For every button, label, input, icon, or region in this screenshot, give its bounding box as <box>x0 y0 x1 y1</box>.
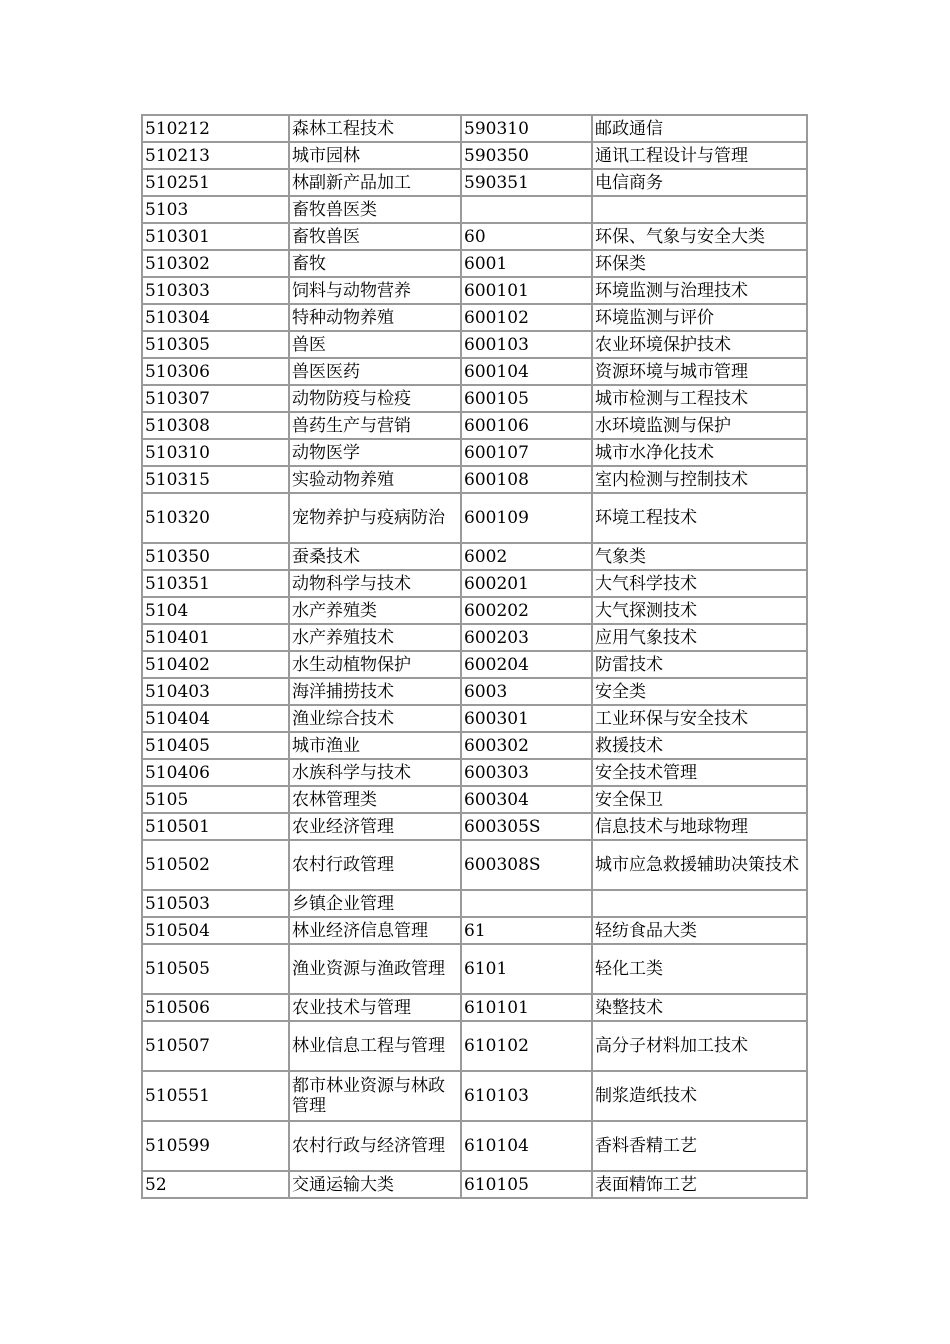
table-row <box>142 759 807 786</box>
cell-name-right: 水环境监测与保护 <box>592 412 807 439</box>
cell-code-right: 600203 <box>461 624 592 651</box>
cell-name-right <box>592 196 807 223</box>
table-row <box>142 786 807 813</box>
cell-name-right: 环境工程技术 <box>592 493 807 543</box>
cell-code-right: 600301 <box>461 705 592 732</box>
cell-name-right: 农业环境保护技术 <box>592 331 807 358</box>
table-row <box>142 304 807 331</box>
table-row <box>142 115 807 142</box>
table-row <box>142 412 807 439</box>
cell-name-right: 气象类 <box>592 543 807 570</box>
cell-code-right: 6002 <box>461 543 592 570</box>
cell-code-right: 610101 <box>461 994 592 1021</box>
table-row <box>142 994 807 1021</box>
cell-code-left: 510504 <box>142 917 289 944</box>
table-row <box>142 840 807 890</box>
cell-name-right: 通讯工程设计与管理 <box>592 142 807 169</box>
cell-code-right: 590310 <box>461 115 592 142</box>
cell-code-right <box>461 890 592 917</box>
cell-name-right: 大气探测技术 <box>592 597 807 624</box>
cell-name-left: 水族科学与技术 <box>289 759 461 786</box>
table-row <box>142 493 807 543</box>
cell-name-left: 渔业资源与渔政管理 <box>289 944 461 994</box>
cell-name-left: 海洋捕捞技术 <box>289 678 461 705</box>
cell-code-left: 510503 <box>142 890 289 917</box>
cell-code-right: 600107 <box>461 439 592 466</box>
cell-code-right: 6101 <box>461 944 592 994</box>
table-row <box>142 624 807 651</box>
cell-name-right: 城市检测与工程技术 <box>592 385 807 412</box>
cell-code-right: 590350 <box>461 142 592 169</box>
cell-code-left: 510351 <box>142 570 289 597</box>
cell-code-left: 510306 <box>142 358 289 385</box>
cell-code-right: 610104 <box>461 1121 592 1171</box>
cell-code-right: 600105 <box>461 385 592 412</box>
table-row <box>142 813 807 840</box>
table-row <box>142 385 807 412</box>
table-row <box>142 196 807 223</box>
cell-name-right: 安全技术管理 <box>592 759 807 786</box>
code-table-body <box>142 115 807 1198</box>
cell-name-right: 轻化工类 <box>592 944 807 994</box>
table-row <box>142 678 807 705</box>
table-row <box>142 705 807 732</box>
cell-code-left: 510505 <box>142 944 289 994</box>
cell-code-right: 600103 <box>461 331 592 358</box>
cell-code-left: 510308 <box>142 412 289 439</box>
table-row <box>142 570 807 597</box>
cell-name-right: 环境监测与治理技术 <box>592 277 807 304</box>
cell-code-left: 510502 <box>142 840 289 890</box>
cell-code-left: 510599 <box>142 1121 289 1171</box>
cell-code-left: 510350 <box>142 543 289 570</box>
cell-name-right: 安全类 <box>592 678 807 705</box>
cell-name-right: 救援技术 <box>592 732 807 759</box>
cell-code-right: 610103 <box>461 1071 592 1121</box>
table-row <box>142 358 807 385</box>
cell-code-left: 510506 <box>142 994 289 1021</box>
table-row <box>142 439 807 466</box>
table-row <box>142 1121 807 1171</box>
cell-name-left: 畜牧兽医 <box>289 223 461 250</box>
cell-code-left: 510403 <box>142 678 289 705</box>
cell-code-left: 510401 <box>142 624 289 651</box>
cell-code-right: 600305S <box>461 813 592 840</box>
cell-code-right: 600201 <box>461 570 592 597</box>
table-row <box>142 890 807 917</box>
cell-code-right: 600104 <box>461 358 592 385</box>
cell-name-right: 安全保卫 <box>592 786 807 813</box>
cell-name-right: 环保、气象与安全大类 <box>592 223 807 250</box>
cell-code-left: 510301 <box>142 223 289 250</box>
cell-name-left: 林业信息工程与管理 <box>289 1021 461 1071</box>
cell-name-left: 畜牧 <box>289 250 461 277</box>
cell-name-left: 农村行政与经济管理 <box>289 1121 461 1171</box>
cell-name-right: 大气科学技术 <box>592 570 807 597</box>
cell-name-left: 兽医医药 <box>289 358 461 385</box>
cell-name-left: 蚕桑技术 <box>289 543 461 570</box>
cell-code-left: 5104 <box>142 597 289 624</box>
table-row <box>142 250 807 277</box>
table-row <box>142 732 807 759</box>
cell-name-right: 邮政通信 <box>592 115 807 142</box>
cell-name-right: 信息技术与地球物理 <box>592 813 807 840</box>
cell-name-left: 乡镇企业管理 <box>289 890 461 917</box>
cell-name-right: 环境监测与评价 <box>592 304 807 331</box>
cell-code-left: 510302 <box>142 250 289 277</box>
cell-name-left: 农业技术与管理 <box>289 994 461 1021</box>
cell-code-right: 590351 <box>461 169 592 196</box>
cell-code-right: 600308S <box>461 840 592 890</box>
cell-code-right: 600109 <box>461 493 592 543</box>
cell-code-right: 600106 <box>461 412 592 439</box>
cell-name-right: 工业环保与安全技术 <box>592 705 807 732</box>
cell-name-left: 城市渔业 <box>289 732 461 759</box>
cell-code-right: 600102 <box>461 304 592 331</box>
cell-code-right: 600303 <box>461 759 592 786</box>
cell-code-left: 510213 <box>142 142 289 169</box>
cell-code-left: 510303 <box>142 277 289 304</box>
cell-name-left: 动物医学 <box>289 439 461 466</box>
table-row <box>142 1071 807 1121</box>
cell-code-left: 510404 <box>142 705 289 732</box>
cell-code-left: 510305 <box>142 331 289 358</box>
cell-name-right: 染整技术 <box>592 994 807 1021</box>
table-row <box>142 142 807 169</box>
cell-code-right: 600302 <box>461 732 592 759</box>
cell-code-right: 600101 <box>461 277 592 304</box>
cell-name-right: 轻纺食品大类 <box>592 917 807 944</box>
cell-code-left: 510320 <box>142 493 289 543</box>
cell-name-right: 香料香精工艺 <box>592 1121 807 1171</box>
cell-code-left: 510251 <box>142 169 289 196</box>
cell-code-left: 510402 <box>142 651 289 678</box>
cell-code-right: 6003 <box>461 678 592 705</box>
table-row <box>142 223 807 250</box>
cell-code-left: 510307 <box>142 385 289 412</box>
cell-name-right: 制浆造纸技术 <box>592 1071 807 1121</box>
cell-name-left: 水生动植物保护 <box>289 651 461 678</box>
cell-name-left: 森林工程技术 <box>289 115 461 142</box>
cell-code-right: 610105 <box>461 1171 592 1198</box>
cell-code-left: 510310 <box>142 439 289 466</box>
cell-name-left: 农村行政管理 <box>289 840 461 890</box>
cell-name-right: 防雷技术 <box>592 651 807 678</box>
cell-code-left: 510501 <box>142 813 289 840</box>
cell-code-left: 5103 <box>142 196 289 223</box>
cell-code-left: 510315 <box>142 466 289 493</box>
cell-name-left: 兽医 <box>289 331 461 358</box>
cell-code-left: 510212 <box>142 115 289 142</box>
cell-name-left: 水产养殖技术 <box>289 624 461 651</box>
cell-name-right: 室内检测与控制技术 <box>592 466 807 493</box>
table-row <box>142 1171 807 1198</box>
cell-name-left: 实验动物养殖 <box>289 466 461 493</box>
cell-code-right <box>461 196 592 223</box>
cell-code-left: 510551 <box>142 1071 289 1121</box>
cell-name-right: 城市应急救援辅助决策技术 <box>592 840 807 890</box>
cell-code-right: 61 <box>461 917 592 944</box>
cell-name-right: 应用气象技术 <box>592 624 807 651</box>
cell-code-left: 510406 <box>142 759 289 786</box>
cell-name-left: 兽药生产与营销 <box>289 412 461 439</box>
cell-code-right: 600108 <box>461 466 592 493</box>
table-row <box>142 944 807 994</box>
cell-code-left: 52 <box>142 1171 289 1198</box>
table-row <box>142 543 807 570</box>
cell-name-left: 林业经济信息管理 <box>289 917 461 944</box>
cell-name-left: 都市林业资源与林政管理 <box>289 1071 461 1121</box>
cell-name-right: 高分子材料加工技术 <box>592 1021 807 1071</box>
cell-name-left: 农林管理类 <box>289 786 461 813</box>
table-row <box>142 651 807 678</box>
cell-name-right <box>592 890 807 917</box>
cell-name-left: 饲料与动物营养 <box>289 277 461 304</box>
table-row <box>142 466 807 493</box>
table-row <box>142 277 807 304</box>
cell-name-left: 水产养殖类 <box>289 597 461 624</box>
cell-code-right: 600202 <box>461 597 592 624</box>
cell-name-left: 农业经济管理 <box>289 813 461 840</box>
cell-name-left: 渔业综合技术 <box>289 705 461 732</box>
cell-code-right: 6001 <box>461 250 592 277</box>
table-row <box>142 1021 807 1071</box>
cell-name-left: 交通运输大类 <box>289 1171 461 1198</box>
code-table <box>141 114 808 1199</box>
table-row <box>142 169 807 196</box>
table-row <box>142 917 807 944</box>
cell-code-right: 600204 <box>461 651 592 678</box>
cell-name-left: 宠物养护与疫病防治 <box>289 493 461 543</box>
cell-code-right: 60 <box>461 223 592 250</box>
cell-name-right: 电信商务 <box>592 169 807 196</box>
cell-code-left: 510304 <box>142 304 289 331</box>
cell-code-left: 510405 <box>142 732 289 759</box>
cell-name-right: 资源环境与城市管理 <box>592 358 807 385</box>
cell-name-right: 环保类 <box>592 250 807 277</box>
cell-code-right: 610102 <box>461 1021 592 1071</box>
cell-code-left: 5105 <box>142 786 289 813</box>
cell-name-left: 林副新产品加工 <box>289 169 461 196</box>
cell-code-right: 600304 <box>461 786 592 813</box>
table-row <box>142 331 807 358</box>
cell-name-left: 特种动物养殖 <box>289 304 461 331</box>
cell-name-left: 畜牧兽医类 <box>289 196 461 223</box>
cell-name-left: 城市园林 <box>289 142 461 169</box>
cell-code-left: 510507 <box>142 1021 289 1071</box>
cell-name-left: 动物科学与技术 <box>289 570 461 597</box>
cell-name-left: 动物防疫与检疫 <box>289 385 461 412</box>
cell-name-right: 表面精饰工艺 <box>592 1171 807 1198</box>
table-row <box>142 597 807 624</box>
cell-name-right: 城市水净化技术 <box>592 439 807 466</box>
